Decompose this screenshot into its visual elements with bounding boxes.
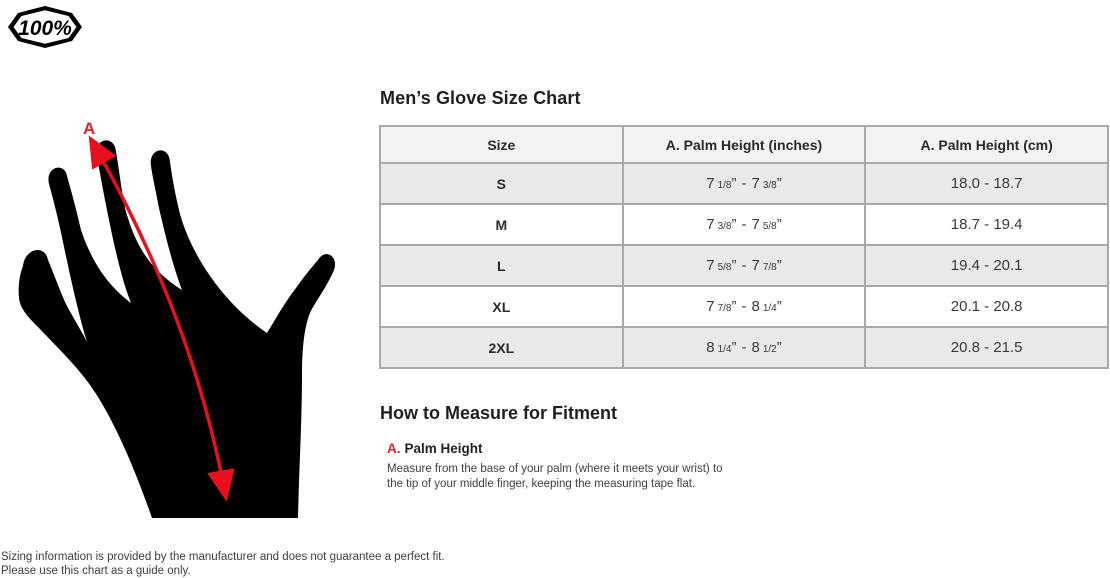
table-row — [380, 163, 1108, 204]
logo-badge-icon — [8, 4, 82, 50]
column-header-cm: A. Palm Height (cm) — [865, 126, 1108, 163]
brand-logo-100percent — [8, 4, 82, 50]
cell-palm-cm: 20.1 - 20.8 — [865, 286, 1108, 327]
cell-palm-cm: 19.4 - 20.1 — [865, 245, 1108, 286]
cell-palm-inches: 7 7/8” - 8 1/4” — [623, 286, 866, 327]
measurement-label-a: A — [83, 119, 96, 138]
cell-size: S — [380, 163, 623, 204]
sizing-disclaimer — [1, 550, 445, 578]
measure-item-palm-height — [387, 440, 737, 492]
cell-size: M — [380, 204, 623, 245]
cell-palm-cm: 20.8 - 21.5 — [865, 327, 1108, 368]
measure-item-description: Measure from the base of your palm (where it meets your wrist) to the tip of your middle finger, keeping the measuring tape flat. — [387, 463, 723, 490]
size-chart-title: Men’s Glove Size Chart — [380, 88, 581, 108]
how-to-measure-title: How to Measure for Fitment — [380, 403, 618, 423]
hand-measurement-diagram — [15, 130, 340, 520]
cell-palm-inches: 8 1/4” - 8 1/2” — [623, 327, 866, 368]
logo-text: 100% — [18, 17, 72, 40]
cell-palm-cm: 18.0 - 18.7 — [865, 163, 1108, 204]
table-row — [380, 286, 1108, 327]
disclaimer-line-1: Sizing information is provided by the manufacturer and does not guarantee a perfect fit. — [1, 551, 445, 563]
disclaimer-line-2: Please use this chart as a guide only. — [1, 565, 191, 577]
cell-size: XL — [380, 286, 623, 327]
measure-item-key: A. — [387, 441, 401, 456]
table-row — [380, 327, 1108, 368]
column-header-inches: A. Palm Height (inches) — [623, 126, 866, 163]
table-row — [380, 245, 1108, 286]
measure-item-heading — [387, 440, 737, 458]
measure-item-name: Palm Height — [404, 441, 483, 456]
hand-silhouette — [19, 140, 335, 518]
cell-size: 2XL — [380, 327, 623, 368]
column-header-size: Size — [380, 126, 623, 163]
cell-palm-inches: 7 3/8” - 7 5/8” — [623, 204, 866, 245]
cell-palm-inches: 7 5/8” - 7 7/8” — [623, 245, 866, 286]
table-header-row — [380, 126, 1108, 163]
table-row — [380, 204, 1108, 245]
glove-size-table — [379, 125, 1109, 369]
cell-size: L — [380, 245, 623, 286]
cell-palm-inches: 7 1/8” - 7 3/8” — [623, 163, 866, 204]
cell-palm-cm: 18.7 - 19.4 — [865, 204, 1108, 245]
